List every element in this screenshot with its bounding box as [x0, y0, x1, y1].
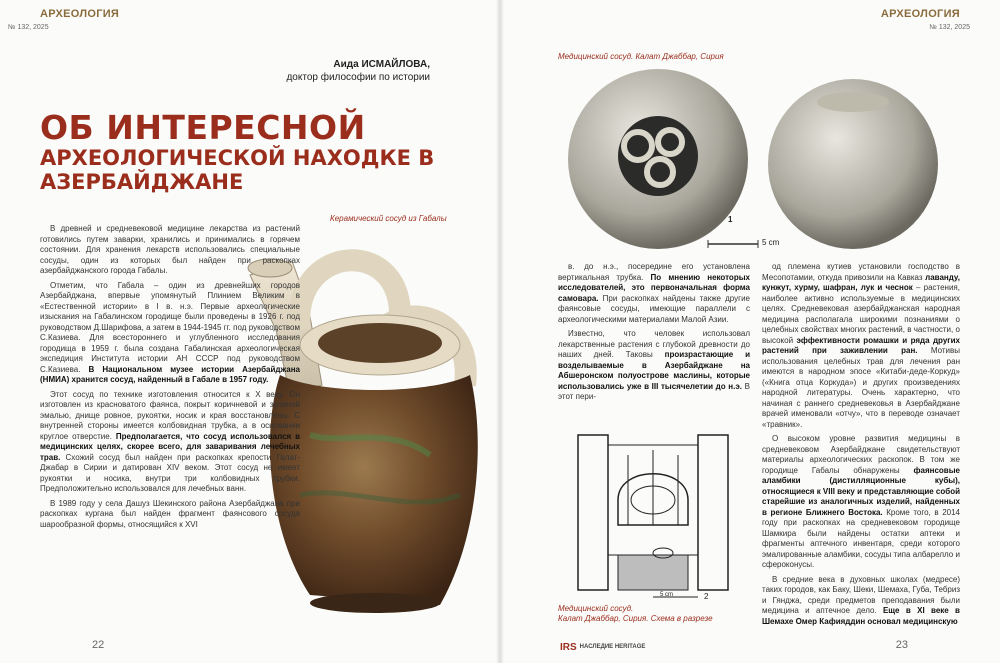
highlight-text: лаванду, кунжут, хурму, шафран, лук и чеснок — [762, 272, 960, 292]
paragraph: од племена кутиев установили господство в Месопотамии, откуда привозили на Кавказ лаванду, кунжут, хурму, шафран, лук и чеснок – растения, наиболее активно используемые в медицинских целях. Средневековая азербайджанская народная медицина располагала широкими познаниями о целебных свойствах многих растений, в частности, о высокой эффективности ромашки и ряда других растений при заживлении ран. Мотивы использования целебных трав для лечения ран имеются в народном эпосе «Китаби-деде-Коркуд» («Книга отца Коркуда») и других произведениях народной литературы. Очень характерно, что начиная с раннего средневековья в Азербайджане врачей именовали «отчу», что в переводе означает «травник». — [762, 262, 960, 429]
highlight-text: Еще в XI веке в Шемахе Омер Кафияддин основал медицинскую — [762, 606, 960, 626]
irs-logo: IRS НАСЛЕДИЕ HERITAGE — [560, 641, 646, 653]
paragraph: Отметим, что Габала – один из древнейших городов Азербайджана, впервые упомянутый Плинием Великим в «Естественной истории» в I в. н.э. Первые археологические изыскания на Габалинском городище были проведены в 1926 г. под руководством Д.Шарифова, а затем в 1944-1945 гг. под руководством С.Казиева. Для всестороннего и углубленного исследования городища в 1959 г. была создана Габалинская археологическая экспедиция Института истории АН СССР под руководством С.Казиева. В Национальном музее истории Азербайджана (НМИА) хранится сосуд, найденный в Габале в 1957 году. — [40, 280, 300, 384]
highlight-text: В Национальном музее истории Азербайджана (НМИА) хранится сосуд, найденный в Габале в 1957 году. — [40, 364, 300, 384]
paragraph: Известно, что человек использовал лекарственные растения с глубокой древности до наших дней. Таковы произрастающие и возделываемые в Азербайджане на Абшеронском полуострове маслины, которые использовались уже в III тысячелетии до н.э. В этот пери- — [558, 329, 750, 401]
page-number-left: 22 — [92, 639, 105, 651]
article-subtitle: АРХЕОЛОГИЧЕСКОЙ НАХОДКЕ В АЗЕРБАЙДЖАНЕ — [40, 146, 435, 194]
ceramic-caption: Керамический сосуд из Габалы — [330, 214, 447, 223]
figure-label: 1 — [728, 215, 733, 224]
right-column-2 — [762, 262, 960, 631]
highlight-text: фаянсовые аламбики (дистилляционные кубы), относящиеся к VIII веку и представляющие собой старейшие из аналогичных изделий, найденных в регионе Ближнего Востока. — [762, 465, 960, 517]
author-block — [286, 58, 430, 84]
issue-number: № 132, 2025 — [8, 24, 49, 31]
page-number-right: 23 — [895, 639, 908, 651]
scheme-scale-label: 5 cm — [660, 592, 674, 598]
medical-vessel-caption: Медицинский сосуд. Калат Джаббар, Сирия — [558, 52, 724, 61]
paragraph: О высоком уровне развития медицины в средневековом Азербайджане свидетельствуют материалы археологических раскопок. В том же городище Габалы обнаружены фаянсовые аламбики (дистилляционные кубы), относящиеся к VIII веку и представляющие собой старейшие из аналогичных изделий, найденных в регионе Ближнего Востока. Кроме того, в 2014 году при раскопках на средневековом городище Шамкира были найдены остатки аптеки и фрагменты аптечного инвентаря, среди которого эмалированные аламбики, сосуды типа албарелло и сфероконусы. — [762, 434, 960, 569]
left-column-text — [40, 224, 300, 534]
highlight-text: Предполагается, что сосуд использовался в медицинских целях, скорее всего, для заваривания лечебных трав. — [40, 431, 301, 462]
section-header: АРХЕОЛОГИЯ — [880, 8, 960, 20]
author-degree: доктор философии по истории — [286, 72, 430, 83]
scheme-caption: Медицинский сосуд. Калат Джаббар, Сирия. Схема в разрезе — [558, 604, 713, 623]
medical-vessel-photos — [558, 64, 958, 254]
paragraph: в. до н.э., посередине его установлена вертикальная трубка. По мнению некоторых исследователей, это первоначальная форма самовара. При раскопках найдены также другие фаянсовые сосуды, имеющие параллели с археологическими материалами Малой Азии. — [558, 262, 750, 324]
highlight-text: произрастающие и возделываемые в Азербайджане на Абшеронском полуострове маслины, которые использовались уже в III тысячелетии до н.э. — [558, 350, 750, 391]
author-name: Аида ИСМАЙЛОВА, — [333, 59, 430, 70]
section-header: АРХЕОЛОГИЯ — [40, 8, 120, 20]
logo-tag: НАСЛЕДИЕ HERITAGE — [579, 644, 646, 651]
right-page — [500, 0, 1000, 663]
paragraph: В древней и средневековой медицине лекарства из растений готовились путем заварки, хранились и принимались в горячем состоянии. Для хранения лекарств использовались специальные сосуды, один из которых был найден при раскопках азербайджанского города Габалы. — [40, 224, 300, 275]
scale-label: 5 cm — [762, 238, 780, 247]
vessel-scheme-drawing — [558, 425, 748, 605]
highlight-text: По мнению некоторых исследователей, это первоначальная форма самовара. — [558, 272, 750, 303]
right-column-1 — [558, 262, 750, 407]
paragraph: В 1989 году у села Дашуз Шекинского района Азербайджана при раскопках кургана был найден фрагмент фаянсового сосуда шарообразной формы, относящийся к XVI — [40, 498, 300, 529]
paragraph: В средние века в духовных школах (медресе) таких городов, как Баку, Шеки, Шемаха, Губа, Тебриз и Гянджа, среди предметов преподавания были медицина и аптечное дело. Еще в XI веке в Шемахе Омер Кафияддин основал медицинскую — [762, 574, 960, 626]
issue-number: № 132, 2025 — [929, 24, 970, 31]
article-title: ОБ ИНТЕРЕСНОЙ — [40, 108, 366, 147]
highlight-text: эффективности ромашки и ряда других растений при заживлении ран. — [762, 335, 960, 355]
paragraph: Этот сосуд по технике изготовления относится к X веку. Он изготовлен из красноватого фаянса, покрыт коричневой и зеленой эмалью, днище ровное, рукоятки, носик и края восстановлены. С внутренней стороны имеется колбовидная трубка, а в основании круглое отверстие. Предполагается, что сосуд использовался в медицинских целях, скорее всего, для заваривания лечебных трав. Схожий сосуд был найден при раскопках крепости Галат-Джабар в Сирии и датирован XIV веком. Этот сосуд не имеет рукоятки и носика, внутри три колбовидных трубки. Предположительно использовался для лечебных ванн. — [40, 389, 301, 493]
scheme-figure-label: 2 — [704, 592, 709, 601]
